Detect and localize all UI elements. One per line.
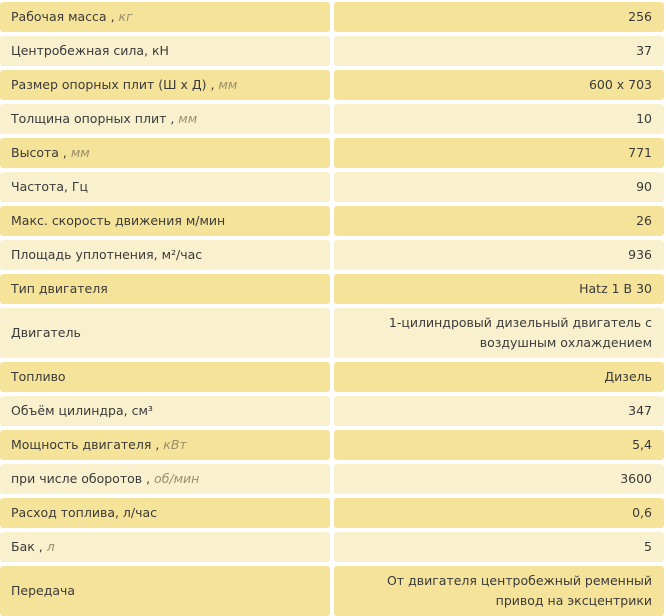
spec-value: 256 bbox=[334, 2, 664, 32]
spec-value: Дизель bbox=[334, 362, 664, 392]
table-row bbox=[0, 138, 666, 168]
spec-label: Бак , л bbox=[0, 532, 330, 562]
spec-label: Макс. скорость движения м/мин bbox=[0, 206, 330, 236]
spec-unit: мм bbox=[70, 145, 90, 160]
spec-label: Двигатель bbox=[0, 308, 330, 358]
spec-value: 600 x 703 bbox=[334, 70, 664, 100]
spec-label: Передача bbox=[0, 566, 330, 616]
table-row bbox=[0, 240, 666, 270]
spec-unit: кг bbox=[118, 9, 133, 24]
spec-label: Рабочая масса , кг bbox=[0, 2, 330, 32]
spec-unit: об/мин bbox=[154, 471, 200, 486]
spec-value: 10 bbox=[334, 104, 664, 134]
spec-value: 936 bbox=[334, 240, 664, 270]
table-row bbox=[0, 532, 666, 562]
spec-value: 5,4 bbox=[334, 430, 664, 460]
table-row bbox=[0, 206, 666, 236]
spec-value: 37 bbox=[334, 36, 664, 66]
spec-value: 347 bbox=[334, 396, 664, 426]
spec-table bbox=[0, 2, 666, 616]
table-row bbox=[0, 396, 666, 426]
spec-value: 90 bbox=[334, 172, 664, 202]
table-row bbox=[0, 498, 666, 528]
table-row bbox=[0, 566, 666, 616]
spec-value: Hatz 1 B 30 bbox=[334, 274, 664, 304]
spec-label: Высота , мм bbox=[0, 138, 330, 168]
spec-value bbox=[334, 308, 664, 358]
spec-value: 3600 bbox=[334, 464, 664, 494]
spec-value: 5 bbox=[334, 532, 664, 562]
spec-value: 771 bbox=[334, 138, 664, 168]
spec-unit: л bbox=[46, 539, 55, 554]
table-row bbox=[0, 464, 666, 494]
table-row bbox=[0, 274, 666, 304]
table-row bbox=[0, 104, 666, 134]
spec-unit: мм bbox=[218, 77, 238, 92]
spec-label: Тип двигателя bbox=[0, 274, 330, 304]
spec-value-text: От двигателя центробежный ременный привод на эксцентрики bbox=[386, 573, 652, 608]
table-row bbox=[0, 430, 666, 460]
table-row bbox=[0, 70, 666, 100]
spec-unit: мм bbox=[178, 111, 198, 126]
table-row bbox=[0, 36, 666, 66]
spec-label: Топливо bbox=[0, 362, 330, 392]
spec-label: Центробежная сила, кН bbox=[0, 36, 330, 66]
spec-value: 0,6 bbox=[334, 498, 664, 528]
spec-label: при числе оборотов , об/мин bbox=[0, 464, 330, 494]
spec-label: Площадь уплотнения, м²/час bbox=[0, 240, 330, 270]
spec-label: Расход топлива, л/час bbox=[0, 498, 330, 528]
spec-label: Объём цилиндра, см³ bbox=[0, 396, 330, 426]
table-row bbox=[0, 172, 666, 202]
spec-unit: кВт bbox=[163, 437, 187, 452]
spec-value bbox=[334, 566, 664, 616]
spec-label: Толщина опорных плит , мм bbox=[0, 104, 330, 134]
spec-label: Размер опорных плит (Ш x Д) , мм bbox=[0, 70, 330, 100]
spec-value-text: 1-цилиндровый дизельный двигатель с воздушным охлаждением bbox=[388, 315, 652, 350]
spec-label: Мощность двигателя , кВт bbox=[0, 430, 330, 460]
table-row bbox=[0, 362, 666, 392]
table-row bbox=[0, 308, 666, 358]
table-row bbox=[0, 2, 666, 32]
spec-value: 26 bbox=[334, 206, 664, 236]
spec-label: Частота, Гц bbox=[0, 172, 330, 202]
